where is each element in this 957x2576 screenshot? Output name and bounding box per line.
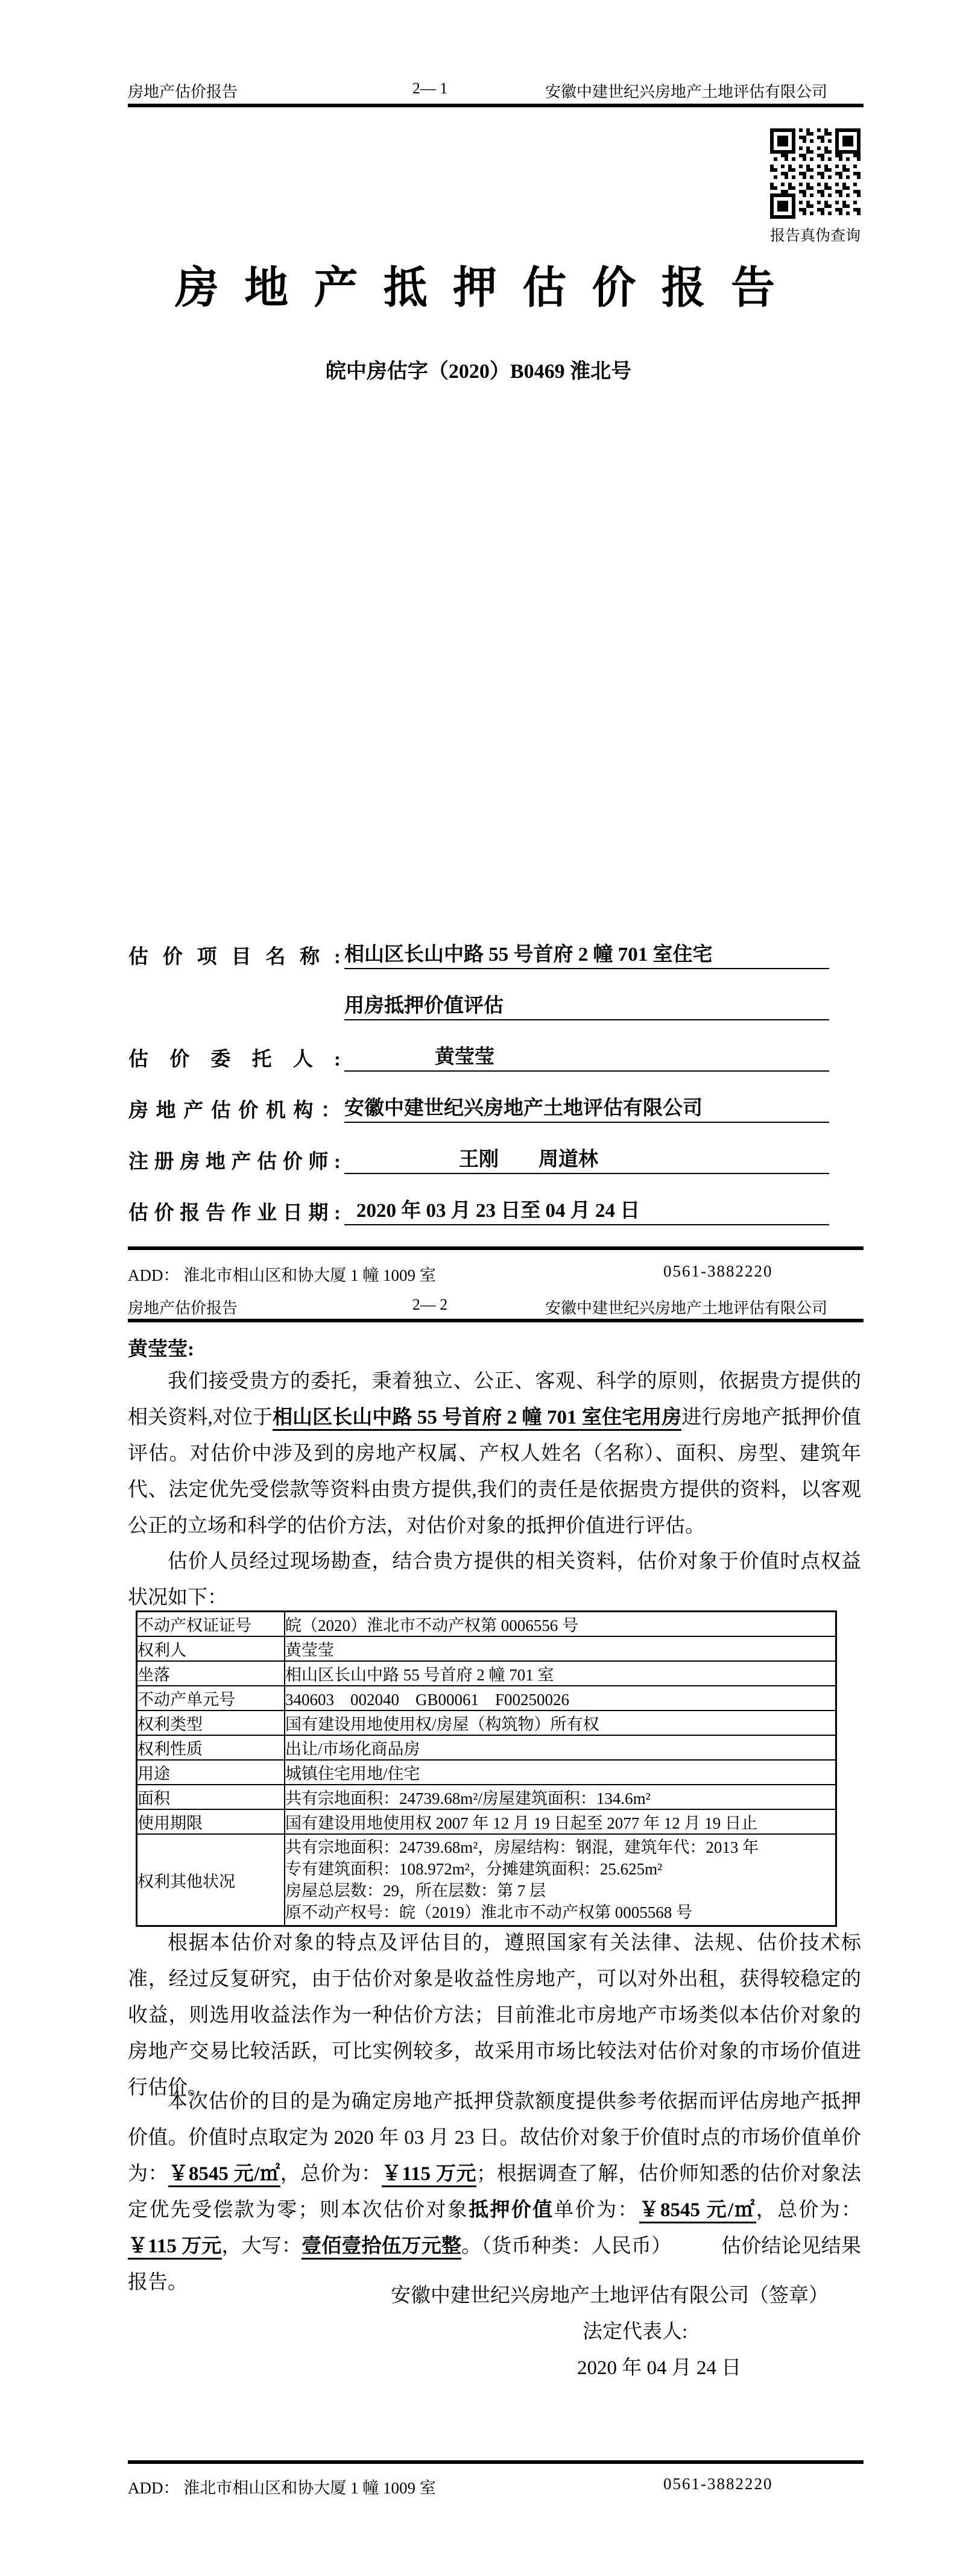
row-label: 权利性质	[137, 1735, 285, 1760]
field-value: 2020 年 03 月 23 日至 04 月 24 日	[344, 1195, 829, 1225]
row-value: 国有建设用地使用权 2007 年 12 月 19 日起至 2077 年 12 月 19 日止	[285, 1809, 836, 1834]
row-label: 不动产权证证号	[137, 1612, 285, 1637]
page2-header	[128, 1296, 864, 1320]
table-row-other-status	[137, 1834, 836, 1926]
header-doc-type: 房地产估价报告	[128, 83, 238, 101]
table-row	[137, 1636, 836, 1661]
report-title: 房 地 产 抵 押 估 价 报 告	[175, 263, 782, 312]
other-status-line: 共有宗地面积：24739.68m²，房屋结构：钢混，建筑年代：2013 年	[285, 1838, 759, 1856]
header-rule	[128, 1319, 864, 1322]
row-label: 不动产单元号	[137, 1686, 285, 1711]
field-label: 估 价 委 托 人 :	[128, 1049, 341, 1070]
qr-verification-block	[770, 128, 861, 245]
field-value: 用房抵押价值评估	[344, 990, 829, 1020]
footer-address: ADD： 淮北市相山区和协大厦 1 幢 1009 室	[128, 1266, 436, 1284]
table-row	[137, 1809, 836, 1834]
field-value: 王刚 周道林	[344, 1143, 829, 1174]
field-value: 安徽中建世纪兴房地产土地评估有限公司	[344, 1092, 829, 1123]
field-value: 黄莹莹	[344, 1041, 829, 1072]
row-value: 出让/市场化商品房	[285, 1735, 836, 1760]
field-appraisal-agency	[128, 1089, 829, 1123]
row-value: 国有建设用地使用权/房屋（构筑物）所有权	[285, 1711, 836, 1735]
field-project-name-line2	[128, 987, 829, 1020]
row-value: 340603 002040 GB00061 F00250026	[285, 1686, 836, 1711]
other-status-line: 房屋总层数：29，所在层数：第 7 层	[285, 1882, 546, 1900]
row-label: 坐落	[137, 1661, 285, 1686]
field-registered-appraisers	[128, 1140, 829, 1174]
footer-rule	[128, 1246, 864, 1250]
row-value: 共有宗地面积：24739.68m²/房屋建筑面积：134.6m²	[285, 1785, 836, 1809]
footer-address: ADD： 淮北市相山区和协大厦 1 幢 1009 室	[128, 2479, 436, 2497]
footer-phone: 0561-3882220	[663, 1262, 773, 1280]
row-label: 权利类型	[137, 1711, 285, 1735]
field-label: 房地产估价机构：	[128, 1100, 341, 1122]
table-row	[137, 1612, 836, 1637]
signature-legal-rep: 法定代表人:	[583, 2321, 688, 2343]
header-page-number: 2— 2	[412, 1296, 448, 1313]
report-number: 皖中房估字（2020）B0469 淮北号	[325, 360, 632, 383]
row-value: 相山区长山中路 55 号首府 2 幢 701 室	[285, 1661, 836, 1686]
row-label: 权利其他状况	[137, 1834, 285, 1926]
qr-code-image	[770, 128, 861, 219]
field-client	[128, 1038, 829, 1072]
other-status-line: 原不动产权号：皖（2019）淮北市不动产权第 0005568 号	[285, 1903, 692, 1921]
table-row	[137, 1760, 836, 1785]
field-label: 估价报告作业日期:	[128, 1202, 341, 1224]
field-report-dates	[128, 1192, 829, 1225]
table-row	[137, 1661, 836, 1686]
header-doc-type: 房地产估价报告	[128, 1299, 238, 1317]
field-label: 估 价 项 目 名 称 :	[128, 946, 341, 968]
paragraph-valuation-result: 本次估价的目的是为确定房地产抵押贷款额度提供参考依据而评估房地产抵押价值。价值时点取定为 2020 年 03 月 23 日。故估价对象于价值时点的市场价值单价为：￥8545 元/㎡，总价为：￥115 万元；根据调查了解，估价师知悉的估价对象法定优先受偿款为零；则本次估价对象抵押价值单价为：￥8545 元/㎡，总价为：￥115 万元，大写：壹佰壹拾伍万元整。（货币种类：人民币） 估价结论见结果报告。	[128, 2091, 862, 2293]
row-value: 黄莹莹	[285, 1636, 836, 1661]
row-label: 用途	[137, 1760, 285, 1785]
paragraph-methodology: 根据本估价对象的特点及评估目的，遵照国家有关法律、法规、估价技术标准，经过反复研究，由于估价对象是收益性房地产，可以对外出租，获得较稳定的收益，则选用收益法作为一种估价方法；目前淮北市房地产市场类似本估价对象的房地产交易比较活跃，可比实例较多，故采用市场比较法对估价对象的市场价值进行估价。	[128, 1932, 861, 2099]
table-row	[137, 1711, 836, 1735]
row-value: 城镇住宅用地/住宅	[285, 1760, 836, 1785]
other-status-line: 专有建筑面积：108.972m²，分摊建筑面积：25.625m²	[285, 1860, 663, 1878]
page2-footer	[128, 2475, 864, 2498]
row-value	[285, 1834, 836, 1926]
header-rule	[128, 104, 864, 107]
row-label: 使用期限	[137, 1809, 285, 1834]
qr-caption: 报告真伪查询	[769, 228, 861, 244]
header-company-name: 安徽中建世纪兴房地产土地评估有限公司	[545, 1299, 827, 1317]
row-label: 面积	[137, 1785, 285, 1809]
table-row	[137, 1735, 836, 1760]
table-row	[137, 1785, 836, 1809]
field-value: 相山区长山中路 55 号首府 2 幢 701 室住宅	[344, 938, 829, 969]
signature-company: 安徽中建世纪兴房地产土地评估有限公司（签章）	[391, 2285, 829, 2307]
page1-header	[128, 80, 864, 104]
page1-footer	[128, 1262, 864, 1286]
field-project-name	[128, 935, 829, 969]
salutation: 黄莹莹:	[128, 1339, 194, 1360]
row-label: 权利人	[137, 1636, 285, 1661]
footer-rule	[128, 2460, 864, 2464]
property-rights-table	[136, 1610, 837, 1927]
header-company-name: 安徽中建世纪兴房地产土地评估有限公司	[545, 83, 827, 101]
signature-date: 2020 年 04 月 24 日	[577, 2357, 742, 2379]
table-row	[137, 1686, 836, 1711]
paragraph-survey: 估价人员经过现场勘查，结合贵方提供的相关资料，估价对象于价值时点权益状况如下：	[128, 1551, 861, 1609]
row-value: 皖（2020）淮北市不动产权第 0006556 号	[285, 1612, 836, 1637]
paragraph-engagement: 我们接受贵方的委托，秉着独立、公正、客观、科学的原则，依据贵方提供的相关资料,对位于相山区长山中路 55 号首府 2 幢 701 室住宅用房进行房地产抵押价值评估。对估价中涉及到的房地产权属、产权人姓名（名称）、面积、房型、建筑年代、法定优先受偿款等资料由贵方提供,我们的责任是依据贵方提供的资料，以客观公正的立场和科学的估价方法，对估价对象的抵押价值进行评估。	[128, 1371, 862, 1537]
footer-phone: 0561-3882220	[663, 2475, 773, 2493]
field-label: 注册房地产估价师:	[128, 1151, 341, 1173]
header-page-number: 2— 1	[412, 80, 448, 97]
